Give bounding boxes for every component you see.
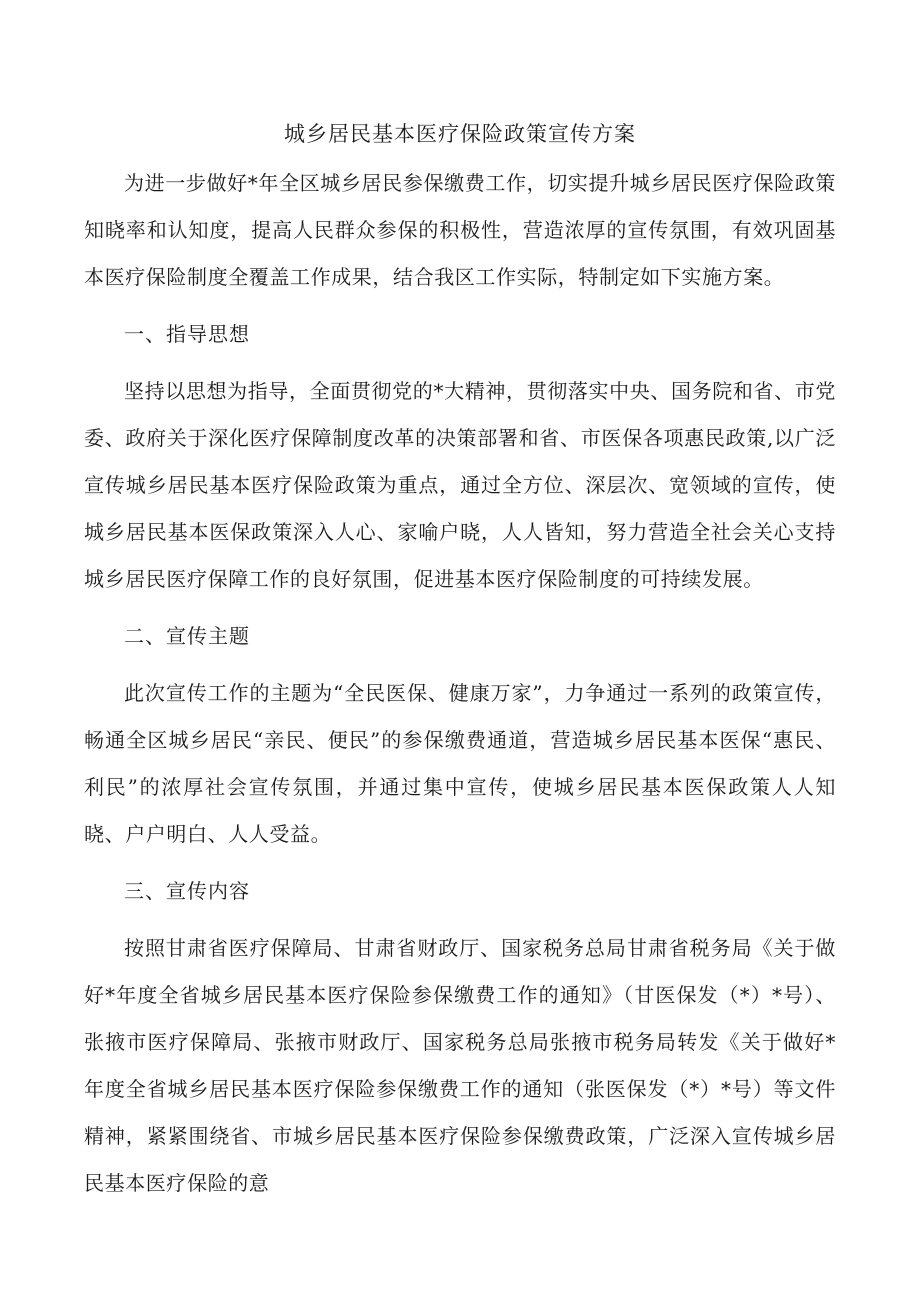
document-title: 城乡居民基本医疗保险政策宣传方案 [284,122,636,146]
document-body [84,160,836,1207]
section-heading-content: 三、宣传内容 [124,879,250,903]
section-paragraph-theme: 此次宣传工作的主题为“全民医保、健康万家”，力争通过一系列的政策宣传，畅通全区城乡居民“亲民、便民”的参保缴费通道，营造城乡居民基本医保“惠民、利民”的浓厚社会宣传氛围，并通过集中宣传，使城乡居民基本医保政策人人知晓、户户明白、人人受益。 [84,681,836,846]
section-heading-theme: 二、宣传主题 [124,624,250,648]
section-paragraph-content: 按照甘肃省医疗保障局、甘肃省财政厅、国家税务总局甘肃省税务局《关于做好*年度全省城乡居民基本医疗保险参保缴费工作的通知》（甘医保发（*）*号）、张掖市医疗保障局、张掖市财政厅、国家税务总局张掖市税务局转发《关于做好*年度全省城乡居民基本医疗保险参保缴费工作的通知（张医保发（*）*号）等文件精神，紧紧围绕省、市城乡居民基本医疗保险参保缴费政策，广泛深入宣传城乡居民基本医疗保险的意 [84,936,836,1195]
section-heading-guiding-ideology: 一、指导思想 [124,322,250,346]
intro-paragraph: 为进一步做好*年全区城乡居民参保缴费工作，切实提升城乡居民医疗保险政策知晓率和认知度，提高人民群众参保的积极性，营造浓厚的宣传氛围，有效巩固基本医疗保险制度全覆盖工作成果，结合我区工作实际，特制定如下实施方案。 [84,171,836,289]
section-paragraph-guiding-ideology: 坚持以思想为指导，全面贯彻党的*大精神，贯彻落实中央、国务院和省、市党委、政府关于深化医疗保障制度改革的决策部署和省、市医保各项惠民政策,以广泛宣传城乡居民基本医疗保险政策为重点，通过全方位、深层次、宽领域的宣传，使城乡居民基本医保政策深入人心、家喻户晓，人人皆知，努力营造全社会关心支持城乡居民医疗保障工作的良好氛围，促进基本医疗保险制度的可持续发展。 [84,379,836,591]
